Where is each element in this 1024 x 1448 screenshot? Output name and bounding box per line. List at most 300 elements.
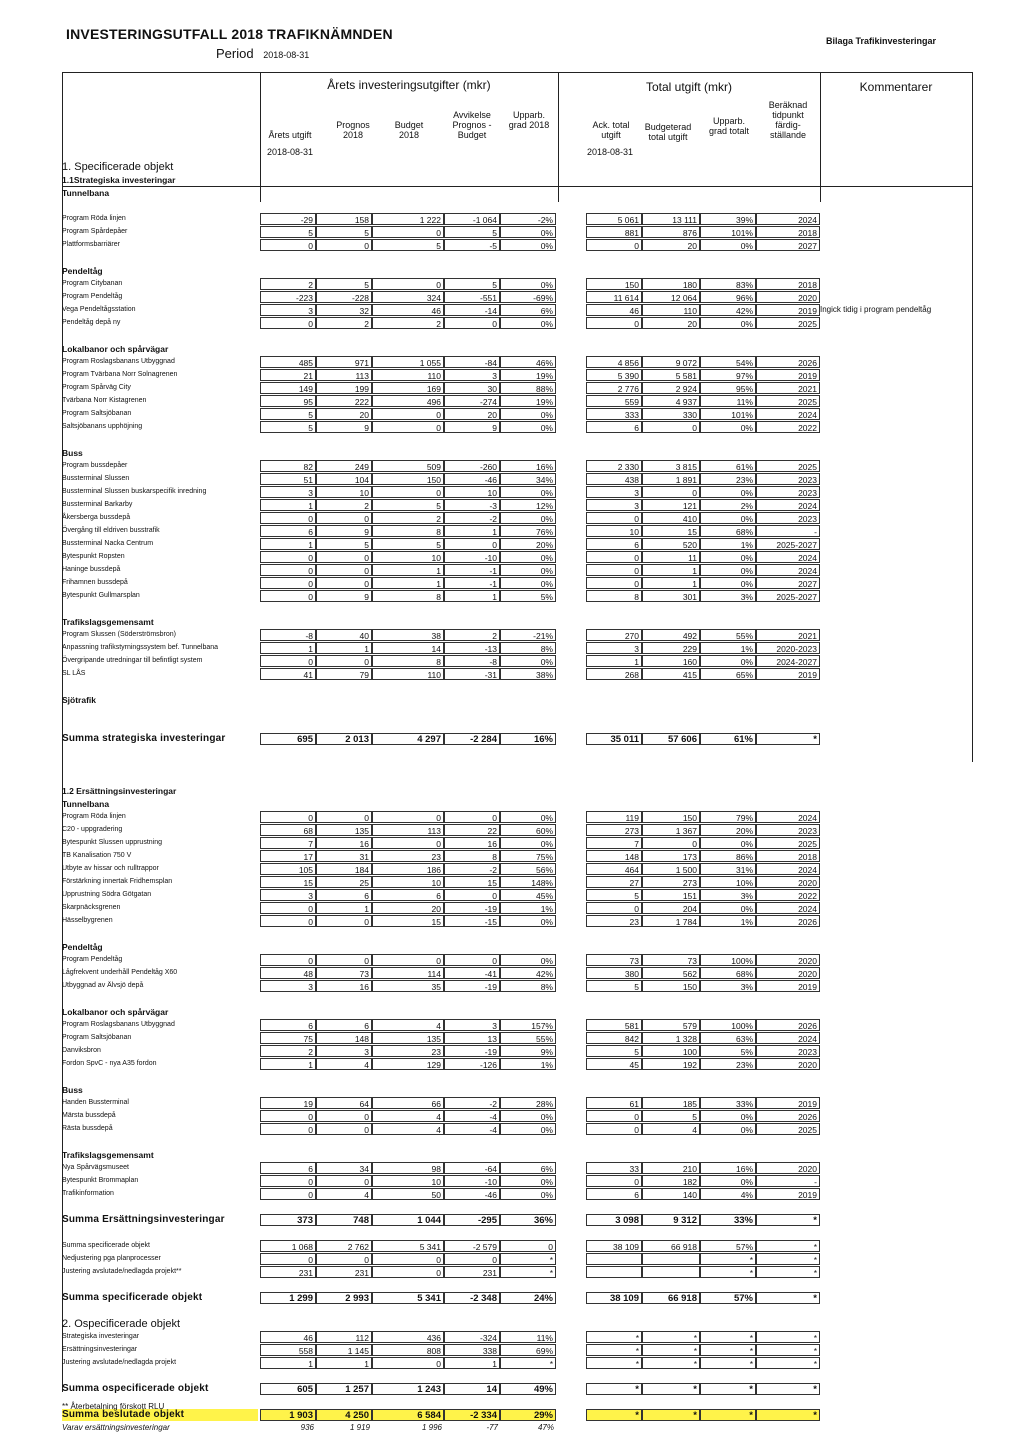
value-cell: -223: [260, 291, 316, 303]
value-cell: 4 250: [316, 1409, 372, 1421]
value-cell: 57%: [700, 1292, 756, 1304]
value-cell: -: [756, 1175, 820, 1187]
value-cell: 2024: [756, 564, 820, 576]
value-cell: *: [642, 1331, 700, 1343]
value-cell: 1%: [500, 1058, 556, 1070]
row-label: Trafikinformation: [62, 1190, 114, 1197]
value-cell: [642, 1253, 700, 1265]
item-row: [0, 408, 1024, 421]
value-cell: -4: [444, 1123, 500, 1135]
row-label: Program Slussen (Söderströmsbron): [62, 631, 176, 638]
section-row: [0, 941, 1024, 954]
value-cell: 22: [444, 824, 500, 836]
value-cell: 1 068: [260, 1240, 316, 1252]
row-label: Buss: [62, 1085, 83, 1095]
section-row: [0, 343, 1024, 356]
item-row: [0, 1331, 1024, 1344]
value-cell: *: [642, 1383, 700, 1395]
item-row: [0, 538, 1024, 551]
row-label: Övergripande utredningar till befintligt system: [62, 657, 203, 664]
value-cell: 34%: [500, 473, 556, 485]
value-cell: 6: [586, 538, 642, 550]
value-cell: 4: [316, 1058, 372, 1070]
row-label: Rästa bussdepå: [62, 1125, 113, 1132]
item-row: [0, 239, 1024, 252]
value-cell: 192: [642, 1058, 700, 1070]
value-cell: 20: [642, 317, 700, 329]
value-cell: 68%: [700, 525, 756, 537]
value-cell: 520: [642, 538, 700, 550]
value-cell: -4: [444, 1110, 500, 1122]
item-row: [0, 369, 1024, 382]
value-cell: 185: [642, 1097, 700, 1109]
value-cell: *: [756, 733, 820, 745]
row-label: Program Tvärbana Norr Solnagrenen: [62, 371, 178, 378]
item-row: [0, 564, 1024, 577]
value-cell: 0%: [700, 512, 756, 524]
value-cell: 110: [372, 369, 444, 381]
value-cell: 5: [444, 226, 500, 238]
value-cell: 301: [642, 590, 700, 602]
value-cell: 0%: [700, 239, 756, 251]
value-cell: 1: [316, 642, 372, 654]
value-cell: 562: [642, 967, 700, 979]
value-cell: 129: [372, 1058, 444, 1070]
value-cell: *: [700, 1331, 756, 1343]
value-cell: -46: [444, 473, 500, 485]
value-cell: 0: [260, 1175, 316, 1187]
footnote: ** Återbetalning förskott RLU: [62, 1402, 165, 1411]
value-cell: 12%: [500, 499, 556, 511]
value-cell: 151: [642, 889, 700, 901]
value-cell: 19%: [500, 369, 556, 381]
value-cell: 33%: [700, 1214, 756, 1226]
value-cell: 73: [316, 967, 372, 979]
value-cell: 40: [316, 629, 372, 641]
value-cell: 0: [586, 317, 642, 329]
value-cell: 0: [316, 954, 372, 966]
value-cell: 140: [642, 1188, 700, 1200]
value-cell: 5: [316, 226, 372, 238]
value-cell: 9: [444, 421, 500, 433]
value-cell: 273: [586, 824, 642, 836]
value-cell: 496: [372, 395, 444, 407]
sum-row: [0, 1292, 1024, 1305]
item-row: [0, 1123, 1024, 1136]
group-header-arets: Årets investeringsutgifter (mkr): [327, 78, 491, 92]
value-cell: -10: [444, 551, 500, 563]
item-row: [0, 1097, 1024, 1110]
item-row: [0, 499, 1024, 512]
value-cell: 0%: [700, 655, 756, 667]
value-cell: 2018: [756, 226, 820, 238]
value-cell: 20: [642, 239, 700, 251]
item-row: [0, 1058, 1024, 1071]
value-cell: 17: [260, 850, 316, 862]
value-cell: 114: [372, 967, 444, 979]
value-cell: 2: [316, 317, 372, 329]
value-cell: 50: [372, 1188, 444, 1200]
value-cell: 268: [586, 668, 642, 680]
value-cell: 0: [444, 1253, 500, 1265]
row-label: Program Spårdepåer: [62, 228, 128, 235]
value-cell: 68%: [700, 967, 756, 979]
value-cell: 63%: [700, 1032, 756, 1044]
value-cell: -1: [444, 564, 500, 576]
value-cell: 2024: [756, 811, 820, 823]
value-cell: 148: [586, 850, 642, 862]
spacer-row: [0, 200, 1024, 213]
value-cell: 0: [260, 512, 316, 524]
value-cell: 5 581: [642, 369, 700, 381]
value-cell: 31%: [700, 863, 756, 875]
row-label: Program Pendeltåg: [62, 293, 123, 300]
value-cell: 73: [586, 954, 642, 966]
value-cell: 0: [586, 239, 642, 251]
value-cell: 16%: [500, 460, 556, 472]
value-cell: 82: [260, 460, 316, 472]
value-cell: 23: [586, 915, 642, 927]
row-label: Åkersberga bussdepå: [62, 514, 131, 521]
value-cell: 23%: [700, 1058, 756, 1070]
value-cell: 14: [372, 642, 444, 654]
value-cell: 1: [444, 1357, 500, 1369]
item-row: [0, 1045, 1024, 1058]
value-cell: 2025: [756, 460, 820, 472]
value-cell: 19%: [500, 395, 556, 407]
value-cell: 492: [642, 629, 700, 641]
value-cell: 559: [586, 395, 642, 407]
value-cell: -: [756, 525, 820, 537]
value-cell: 2 330: [586, 460, 642, 472]
value-cell: 20: [444, 408, 500, 420]
value-cell: 157%: [500, 1019, 556, 1031]
value-cell: 1: [372, 577, 444, 589]
value-cell: 2019: [756, 668, 820, 680]
value-cell: 32: [316, 304, 372, 316]
spacer-row: [0, 681, 1024, 694]
value-cell: 113: [316, 369, 372, 381]
value-cell: 0: [642, 486, 700, 498]
period-label: Period: [216, 46, 254, 61]
value-cell: 0: [260, 1188, 316, 1200]
value-cell: 2024: [756, 499, 820, 511]
value-cell: 182: [642, 1175, 700, 1187]
value-cell: 2018: [756, 278, 820, 290]
value-cell: 8: [372, 655, 444, 667]
value-cell: -69%: [500, 291, 556, 303]
value-cell: 45%: [500, 889, 556, 901]
value-cell: 5%: [500, 590, 556, 602]
value-cell: 2025: [756, 395, 820, 407]
value-cell: 5 390: [586, 369, 642, 381]
value-cell: [756, 1422, 820, 1434]
value-cell: -228: [316, 291, 372, 303]
value-cell: 38%: [500, 668, 556, 680]
value-cell: 0: [260, 1110, 316, 1122]
value-cell: 0: [586, 1123, 642, 1135]
item-row: [0, 304, 1024, 317]
period-value: 2018-08-31: [263, 50, 310, 60]
value-cell: -19: [444, 902, 500, 914]
value-cell: 1: [316, 1357, 372, 1369]
row-label: Bytespunkt Ropsten: [62, 553, 125, 560]
value-cell: 42%: [500, 967, 556, 979]
value-cell: 0%: [500, 1188, 556, 1200]
value-cell: 0%: [500, 655, 556, 667]
value-cell: 150: [586, 278, 642, 290]
value-cell: 2023: [756, 473, 820, 485]
value-cell: 150: [372, 473, 444, 485]
value-cell: 33%: [700, 1097, 756, 1109]
item-row: [0, 915, 1024, 928]
value-cell: 0: [372, 837, 444, 849]
value-cell: 0%: [500, 577, 556, 589]
value-cell: 2020-2023: [756, 642, 820, 654]
value-cell: 0: [444, 889, 500, 901]
row-label: Bussterminal Slussen: [62, 475, 130, 482]
spacer-row: [0, 1071, 1024, 1084]
value-cell: 3: [260, 889, 316, 901]
value-cell: 2: [444, 629, 500, 641]
col-ack-date: 2018-08-31: [586, 147, 634, 157]
value-cell: 0: [500, 1240, 556, 1252]
value-cell: 0%: [700, 317, 756, 329]
value-cell: 5 341: [372, 1292, 444, 1304]
value-cell: 270: [586, 629, 642, 641]
value-cell: 2: [372, 512, 444, 524]
value-cell: -19: [444, 980, 500, 992]
section-row: [0, 1084, 1024, 1097]
value-cell: 68: [260, 824, 316, 836]
value-cell: 54%: [700, 356, 756, 368]
value-cell: 410: [642, 512, 700, 524]
value-cell: 2025-2027: [756, 590, 820, 602]
value-cell: 3: [444, 369, 500, 381]
value-cell: 0%: [500, 278, 556, 290]
item-row: [0, 824, 1024, 837]
value-cell: 0: [260, 564, 316, 576]
value-cell: 9%: [500, 1045, 556, 1057]
value-cell: 119: [586, 811, 642, 823]
value-cell: 0: [372, 486, 444, 498]
row-label: Förstärkning innertak Fridhemsplan: [62, 878, 173, 885]
value-cell: 0: [260, 915, 316, 927]
value-cell: 1: [444, 525, 500, 537]
value-cell: 2025: [756, 837, 820, 849]
row-label: Buss: [62, 448, 83, 458]
section-row: [0, 785, 1024, 798]
row-label: Utbyggnad av Älvsjö depå: [62, 982, 144, 989]
value-cell: 38: [372, 629, 444, 641]
value-cell: 10: [444, 486, 500, 498]
value-cell: 1%: [700, 915, 756, 927]
value-cell: 210: [642, 1162, 700, 1174]
value-cell: *: [756, 1214, 820, 1226]
value-cell: 1%: [500, 902, 556, 914]
value-cell: 0%: [500, 239, 556, 251]
item-row: [0, 1357, 1024, 1370]
value-cell: [642, 1422, 700, 1434]
value-cell: 0: [586, 564, 642, 576]
row-label: Pendeltåg: [62, 266, 103, 276]
value-cell: 558: [260, 1344, 316, 1356]
value-cell: 2020: [756, 954, 820, 966]
value-cell: 46: [260, 1331, 316, 1343]
value-cell: 971: [316, 356, 372, 368]
value-cell: 6%: [500, 304, 556, 316]
value-cell: 6: [586, 421, 642, 433]
value-cell: 148%: [500, 876, 556, 888]
row-label: Tunnelbana: [62, 799, 110, 809]
value-cell: 79: [316, 668, 372, 680]
item-row: [0, 1019, 1024, 1032]
value-cell: 0: [586, 512, 642, 524]
value-cell: 695: [260, 733, 316, 745]
value-cell: 0: [372, 226, 444, 238]
value-cell: 158: [316, 213, 372, 225]
value-cell: 79%: [700, 811, 756, 823]
value-cell: 1: [444, 590, 500, 602]
spacer-row: [0, 252, 1024, 265]
value-cell: 333: [586, 408, 642, 420]
value-cell: 0: [586, 902, 642, 914]
value-cell: [586, 1266, 642, 1278]
value-cell: 2 776: [586, 382, 642, 394]
value-cell: 5: [372, 239, 444, 251]
value-cell: 0%: [700, 421, 756, 433]
value-cell: 0: [444, 954, 500, 966]
value-cell: 881: [586, 226, 642, 238]
value-cell: *: [700, 1344, 756, 1356]
value-cell: 3 098: [586, 1214, 642, 1226]
row-label: Pendeltåg: [62, 942, 103, 952]
value-cell: 110: [372, 668, 444, 680]
value-cell: 28%: [500, 1097, 556, 1109]
value-cell: 204: [642, 902, 700, 914]
value-cell: 229: [642, 642, 700, 654]
row-label: Program Roslagsbanans Utbyggnad: [62, 358, 175, 365]
value-cell: 2021: [756, 629, 820, 641]
item-row: [0, 980, 1024, 993]
row-label: Danviksbron: [62, 1047, 101, 1054]
value-cell: 149: [260, 382, 316, 394]
col-arets-utgift: Årets utgift: [268, 130, 312, 140]
item-row: [0, 473, 1024, 486]
item-row: [0, 525, 1024, 538]
value-cell: 5: [372, 538, 444, 550]
value-cell: 5: [444, 278, 500, 290]
value-cell: -126: [444, 1058, 500, 1070]
value-cell: 2027: [756, 239, 820, 251]
row-label: Strategiska investeringar: [62, 1333, 140, 1340]
col-budgeterad: Budgeterad total utgift: [644, 122, 692, 142]
value-cell: 113: [372, 824, 444, 836]
value-cell: 2024: [756, 551, 820, 563]
value-cell: 95%: [700, 382, 756, 394]
value-cell: -2: [444, 512, 500, 524]
value-cell: 6%: [500, 1162, 556, 1174]
value-cell: *: [756, 1292, 820, 1304]
value-cell: *: [700, 1409, 756, 1421]
value-cell: 5 061: [586, 213, 642, 225]
value-cell: 0: [260, 551, 316, 563]
value-cell: 0: [260, 655, 316, 667]
value-cell: 9 072: [642, 356, 700, 368]
value-cell: 1 996: [421, 1423, 442, 1432]
value-cell: 61%: [700, 460, 756, 472]
value-cell: 2020: [756, 1058, 820, 1070]
value-cell: 0: [372, 1266, 444, 1278]
row-label: Vega Pendeltågsstation: [62, 306, 136, 313]
value-cell: 0%: [500, 486, 556, 498]
col-avvikelse: Avvikelse Prognos - Budget: [452, 110, 492, 140]
value-cell: -2 579: [444, 1240, 500, 1252]
value-cell: 2019: [756, 369, 820, 381]
value-cell: 1: [260, 538, 316, 550]
value-cell: 47%: [537, 1423, 554, 1432]
value-cell: 3: [260, 304, 316, 316]
value-cell: 11 614: [586, 291, 642, 303]
row-label: Program Roslagsbanans Utbyggnad: [62, 1021, 175, 1028]
value-cell: 0%: [500, 564, 556, 576]
item-row: [0, 954, 1024, 967]
value-cell: *: [756, 1344, 820, 1356]
col-ack-total: Ack. total utgift: [592, 120, 630, 140]
value-cell: *: [700, 1253, 756, 1265]
bigsection-row: [0, 1318, 1024, 1331]
value-cell: *: [756, 1253, 820, 1265]
spacer-row: [0, 928, 1024, 941]
value-cell: 6: [372, 889, 444, 901]
value-cell: 2025: [756, 317, 820, 329]
col-prognos: Prognos 2018: [336, 120, 370, 140]
value-cell: 1 500: [642, 863, 700, 875]
value-cell: 96%: [700, 291, 756, 303]
item-row: [0, 889, 1024, 902]
value-cell: 7: [586, 837, 642, 849]
value-cell: -15: [444, 915, 500, 927]
value-cell: 249: [316, 460, 372, 472]
value-cell: 0: [372, 954, 444, 966]
value-cell: *: [586, 1409, 642, 1421]
value-cell: 0: [316, 1110, 372, 1122]
col-arets-date: 2018-08-31: [266, 147, 314, 157]
value-cell: 11: [642, 551, 700, 563]
value-cell: 1 145: [316, 1344, 372, 1356]
value-cell: 31: [316, 850, 372, 862]
section-row: [0, 798, 1024, 811]
value-cell: 0: [260, 1253, 316, 1265]
sum-row: [0, 1214, 1024, 1227]
value-cell: 97%: [700, 369, 756, 381]
value-cell: 100: [642, 1045, 700, 1057]
value-cell: 20%: [500, 538, 556, 550]
value-cell: 83%: [700, 278, 756, 290]
value-cell: 3 815: [642, 460, 700, 472]
value-cell: 380: [586, 967, 642, 979]
value-cell: 0: [372, 278, 444, 290]
value-cell: 16: [316, 837, 372, 849]
row-label: Bussterminal Barkarby: [62, 501, 133, 508]
value-cell: 23: [372, 850, 444, 862]
value-cell: 7: [260, 837, 316, 849]
row-label: Lågfrekvent underhåll Pendeltåg X60: [62, 969, 178, 976]
section-row: [0, 265, 1024, 278]
value-cell: 2023: [756, 486, 820, 498]
value-cell: 1 243: [372, 1383, 444, 1395]
value-cell: 101%: [700, 408, 756, 420]
